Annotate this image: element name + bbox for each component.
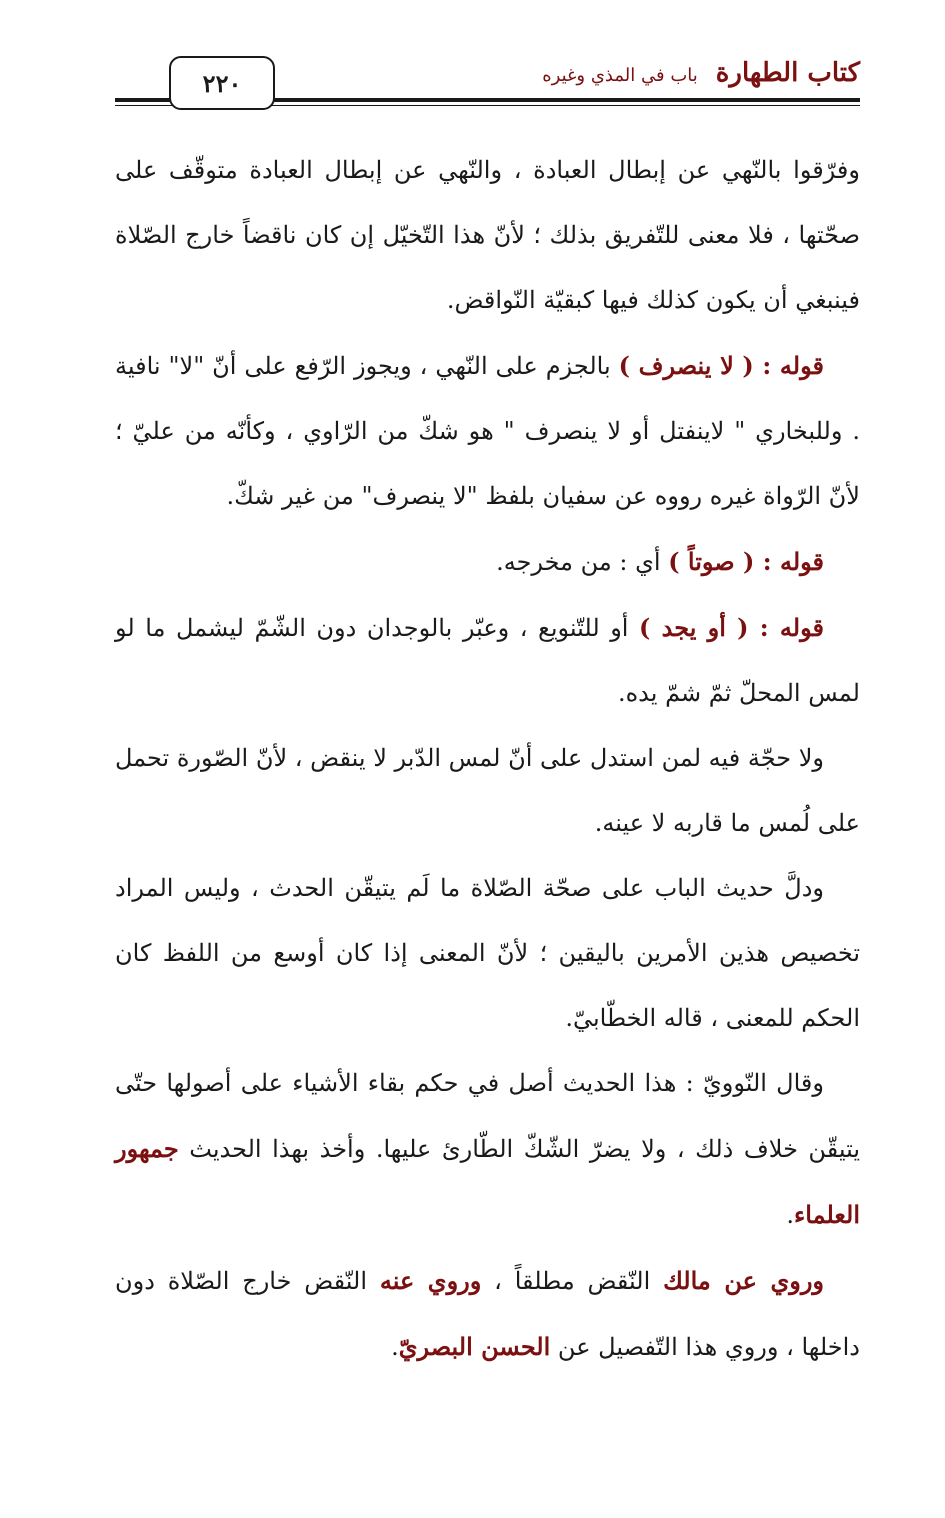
highlight-term: الحسن البصريّ [398,1332,551,1361]
highlight-term: جمهور العلماء [115,1134,860,1229]
paragraph-end: . [391,1333,399,1361]
commentary-label: قوله : ( أو يجد ) [639,613,824,642]
paragraph-4 [115,595,860,726]
chapter-title: باب في المذي وغيره [542,65,698,86]
paragraph-5: ولا حجّة فيه لمن استدل على أنّ لمس الدّبر لا ينقض ، لأنّ الصّورة تحمل على لُمس ما قاربه لا عينه. [114,744,860,837]
paragraph-3 [115,529,860,595]
paragraph-2 [115,333,860,529]
paragraph-7 [115,1051,860,1248]
highlight-term: وروي عنه [379,1266,482,1295]
page-body [115,138,860,1380]
running-head [542,58,860,88]
paragraph-1: وفرّقوا بالنّهي عن إبطال العبادة ، والنّهي عن إبطال العبادة متوقّف على صحّتها ، فلا معنى للتّفريق بذلك ؛ لأنّ هذا التّخيّل إن كان ناقضاً خارج الصّلاة فينبغي أن يكون كذلك فيها كبقيّة النّواقض. [115,156,860,314]
paragraph-text: وقال النّوويّ : هذا الحديث أصل في حكم بقاء الأشياء على أصولها حتّى يتيقّن خلاف ذلك ، ولا يضرّ الشّكّ الطّارئ عليها. وأخذ بهذا الحديث [115,1069,860,1163]
paragraph-text: النّقض مطلقاً ، [481,1267,664,1295]
commentary-label: قوله : ( لا ينصرف ) [618,351,824,380]
page-header [115,40,860,120]
paragraph-text: أو للتّنويع ، وعبّر بالوجدان دون الشّمّ ليشمل ما لو لمس المحلّ ثمّ شمّ يده. [115,614,860,707]
paragraph-text: أي : من مخرجه. [496,548,669,576]
paragraph-end: . [786,1201,795,1229]
paragraph-6: ودلَّ حديث الباب على صحّة الصّلاة ما لَم يتيقّن الحدث ، وليس المراد تخصيص هذين الأمرين باليقين ؛ لأنّ المعنى إذا كان أوسع من اللفظ كان الحكم للمعنى ، قاله الخطّابيّ. [115,874,860,1032]
paragraph-text: النّقض خارج الصّلاة دون داخلها ، وروي هذا التّفصيل عن [115,1267,860,1361]
commentary-label: قوله : ( صوتاً ) [668,547,824,576]
paragraph-text: بالجزم على النّهي ، ويجوز الرّفع على أنّ "لا" نافية . وللبخاري " لاينفتل أو لا ينصرف " هو شكّ من الرّاوي ، وكأنّه من عليّ ؛ لأنّ الرّواة غيره رووه عن سفيان بلفظ "لا ينصرف" من غير شكّ. [115,352,860,510]
book-title: كتاب الطهارة [715,58,860,88]
highlight-term: وروي عن مالك [663,1266,825,1295]
page-number: ٢٢٠ [169,56,275,110]
paragraph-8 [115,1248,860,1380]
